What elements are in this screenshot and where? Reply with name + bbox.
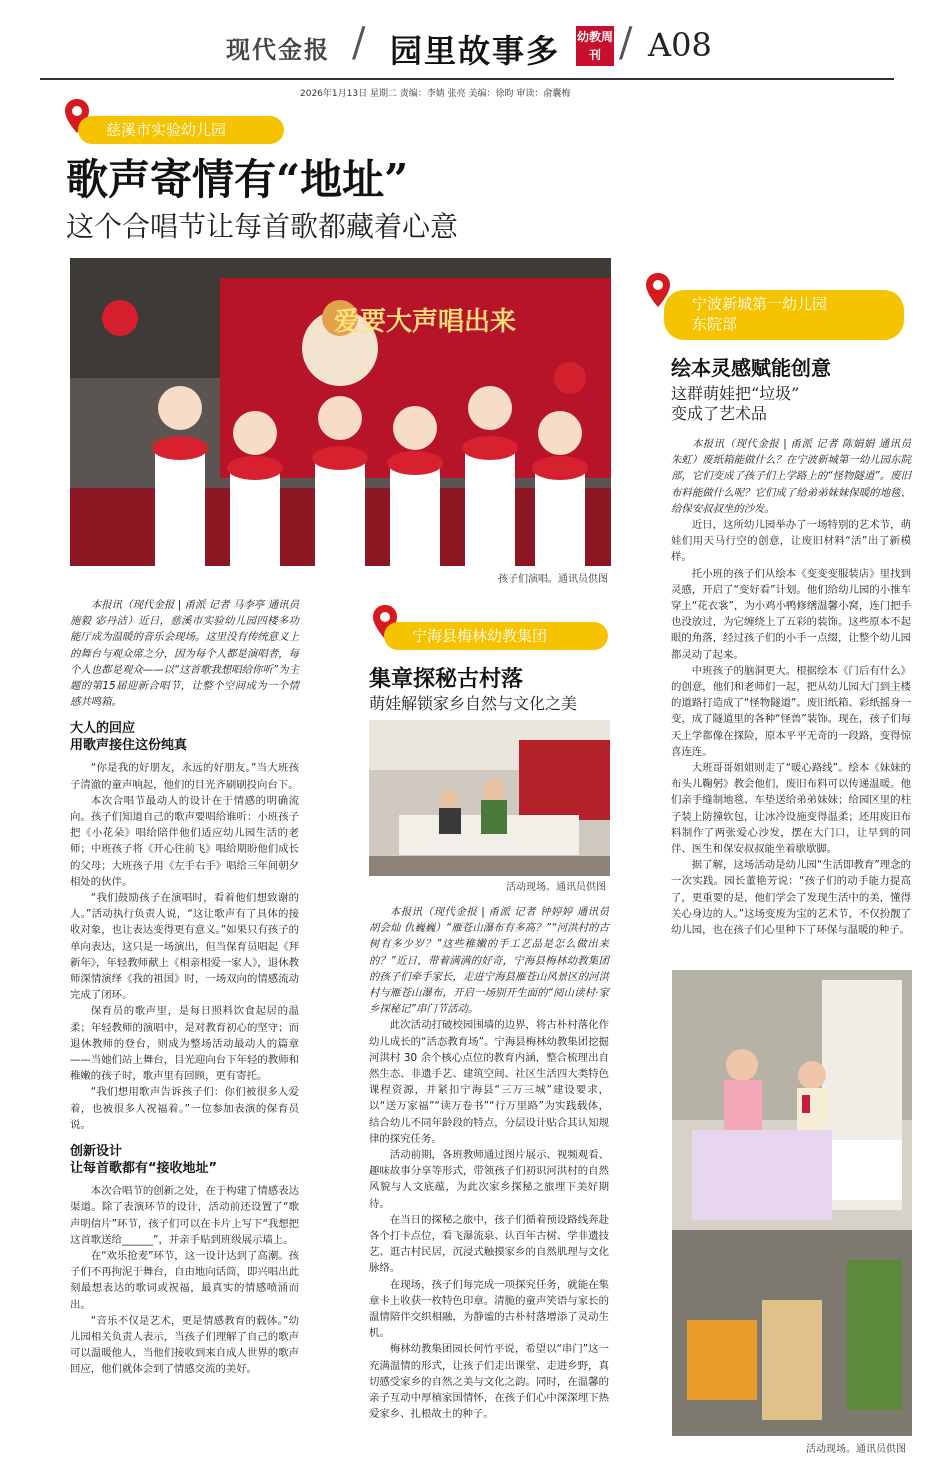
village-activity-image bbox=[369, 720, 610, 876]
story3-paragraph: 据了解，这场活动是幼儿园“生活即教育”理念的一次实践。园长董艳芳说：“孩子们的动手能力提高了，更重要的是，他们学会了发现生活中的美，懂得关心身边的人。”这场变废为宝的艺术节，不仅扮靓了幼儿园，也在孩子们心里种下了环保与温暖的种子。 bbox=[671, 859, 911, 937]
story2-paragraph: 此次活动打破校园围墙的边界，将古朴村落化作幼儿成长的“活态教育场”。宁海县梅林幼教集团挖掘河洪村 30 余个核心点位的教育内涵，整合梳理出自然生态、非遗手艺、建筑空间、社区生活四大类特色课程资源，并紧扣宁海县“三万三城”建设要求，以“送万家福”“读万卷书”“行万里路”为实践载体，结合幼儿不同年龄段的特点，分层设计贴合其认知规律的探究任务。 bbox=[369, 1019, 609, 1145]
story1-paragraph: 本次合唱节最动人的设计在于情感的明确流向。孩子们知道自己的歌声要唱给谁听：小班孩子把《小花朵》唱给陪伴他们适应幼儿园生活的老师；中班孩子将《开心往前飞》唱给期盼他们成长的父母；大班孩子用《左手右手》唱给三年间朝夕相处的伙伴。 bbox=[70, 794, 299, 888]
story2-caption: 活动现场。通讯员供图 bbox=[506, 882, 606, 893]
story2-lead: 本报讯（现代金报 | 甬派 记者 钟婷婷 通讯员 胡会灿 仇巍巍）“雁苍山瀑布有多高？”“河洪村的古树有多少岁？”这些稚嫩的手工艺品是怎么做出来的？”近日，带着满满的好奇，宁海县梅林幼教集团的孩子们牵手家长，走进宁海县雁苍山风景区的河洪村与雁苍山瀑布，开启一场别开生面的“阅山读村·家乡探秘记”串门节活动。 bbox=[369, 906, 609, 1016]
story2-tag: 宁海县梅林幼教集团 bbox=[384, 622, 608, 650]
story1-photo bbox=[70, 258, 611, 566]
story2-headline: 集章探秘古村落 bbox=[369, 666, 524, 692]
story1-section2-title: 创新设计 让每首歌都有“接收地址” bbox=[70, 1144, 218, 1177]
story2-paragraph: 梅林幼教集团园长何竹平说，希望以“串门”这一充满温情的形式，让孩子们走出课堂、走进乡野，真切感受家乡的自然之美与文化之韵。同时，在温馨的亲子互动中厚植家国情怀，在孩子们心中深深埋下热爱家乡、扎根故土的种子。 bbox=[369, 1343, 609, 1421]
story3-subhead: 这群萌娃把“垃圾” 变成了艺术品 bbox=[671, 384, 800, 423]
photo-banner-text: 爱要大声唱出来 bbox=[333, 307, 517, 337]
masthead-rule bbox=[40, 78, 894, 80]
story2-photo bbox=[369, 720, 610, 876]
story2-body bbox=[369, 904, 609, 1423]
story2-paragraph: 在现场，孩子们每完成一项探究任务，就能在集章卡上收获一枚特色印章。清脆的童声笑语与家长的温情陪伴交织相融，为静谧的古朴村落增添了灵动生机。 bbox=[369, 1278, 609, 1340]
story3-body bbox=[671, 436, 911, 938]
masthead-divider-2: / bbox=[619, 20, 633, 66]
story1-paragraph: 本次合唱节的创新之处，在于构建了情感表达渠道。除了表演环节的设计，活动前还设置了“歌声明信片”环节，孩子们可以在卡片上写下“我想把这首歌送给______”，并亲手贴到班级展示墙上。 bbox=[70, 1185, 299, 1246]
story1-tag: 慈溪市实验幼儿园 bbox=[78, 116, 284, 144]
story2-paragraph: 活动前期，各班教师通过图片展示、视频观看、趣味故事分享等形式，带领孩子们初识河洪村的自然风貌与人文底蕴，为此次家乡探秘之旅埋下美好期待。 bbox=[369, 1149, 609, 1210]
story1-caption: 孩子们演唱。通讯员供图 bbox=[498, 574, 608, 585]
story3-tag: 宁波新城第一幼儿园 东院部 bbox=[664, 290, 904, 340]
page-number: A08 bbox=[648, 26, 712, 64]
story1-paragraph: “你是我的好朋友，永远的好朋友。”当大班孩子清澈的童声响起，他们的目光齐刷刷投向台下。 bbox=[70, 762, 299, 791]
story3-caption: 活动现场。通讯员供图 bbox=[806, 1444, 906, 1455]
masthead-divider: / bbox=[352, 20, 366, 66]
story3-paragraph: 托小班的孩子们从绘本《变变变服装店》里找到灵感，开启了“变好看”计划。他们给幼儿园的小推车穿上“花衣裳”，为小鸡小鸭修缮温馨小窝，连门把手也没放过，为它缠绕上了五彩的装饰。这些原本不起眼的角落，经过孩子们的小手一点缀，让整个幼儿园都灵动了起来。 bbox=[671, 567, 911, 661]
story1-paragraph: “音乐不仅是艺术，更是情感教育的载体。”幼儿园相关负责人表示，当孩子们理解了自己的歌声可以温暖他人，当他们接收到来自成人世界的歌声回应，他们就体会到了情感交流的美好。 bbox=[70, 1314, 299, 1376]
choir-performance-image bbox=[70, 258, 611, 566]
story2-subhead: 萌娃解锁家乡自然与文化之美 bbox=[369, 694, 578, 713]
story1-subhead: 这个合唱节让每首歌都藏着心意 bbox=[66, 210, 459, 243]
masthead-brand: 现代金报 bbox=[226, 35, 330, 64]
masthead-badge: 幼教周刊 bbox=[576, 26, 614, 66]
story1-paragraph: 在“欢乐抢麦”环节，这一设计达到了高潮。孩子们不再拘泥于舞台，自由地向话筒，即兴唱出此刻最想表达的歌词或祝福，最真实的情感喷涌而出。 bbox=[70, 1249, 299, 1311]
story3-paragraph: 近日，这所幼儿园举办了一场特别的艺术节，萌娃们用天马行空的创意，让废旧材料“活”出了新模样。 bbox=[671, 519, 911, 564]
story3-paragraph: 大班哥哥姐姐则走了“暖心路线”。绘本《妹妹的布头儿鞠躬》教会他们，废旧布料可以传递温暖。他们亲手缝制地毯、车垫送给弟弟妹妹；给园区里的柱子装上防撞软包，让冰冷设施变得温柔；还用废旧布料制作了两张爱心沙发，摆在大门口，让早到的同伴、医生和保安叔叔能坐着歇歇脚。 bbox=[671, 762, 911, 856]
story1-body bbox=[70, 597, 299, 1378]
story1-headline: 歌声寄情有“地址” bbox=[66, 155, 409, 204]
story1-paragraph: “我们想用歌声告诉孩子们：你们被很多人爱着，也被很多人祝福着。”一位参加表演的保育员说。 bbox=[70, 1086, 299, 1131]
art-festival-image bbox=[672, 970, 912, 1436]
story1-paragraph: “我们鼓励孩子在演唱时，看着他们想致谢的人。”活动执行负责人说，“这让歌声有了具体的接收对象，也让表达变得更有意义。”如果只有孩子的单向表达，这只是一场演出，但当保育员唱起《拜新年》，年轻教师献上《相亲相爱一家人》，退休教师深情演绎《我的祖国》时，一场双向的情感流动完成了闭环。 bbox=[70, 892, 299, 1002]
dateline: 2026年1月13日 星期二 责编：李婧 张亮 美编：徐昀 审读：俞囊梅 bbox=[300, 89, 571, 99]
story3-photo bbox=[672, 970, 912, 1436]
story3-headline: 绘本灵感赋能创意 bbox=[671, 356, 831, 380]
story2-paragraph: 在当日的探秘之旅中，孩子们循着预设路线奔赴各个打卡点位，看飞瀑流泉、认百年古树、学非遗技艺、逛古村民居，沉浸式触摸家乡的自然肌理与文化脉络。 bbox=[369, 1213, 609, 1275]
story3-paragraph: 中班孩子的脑洞更大。根据绘本《门后有什么》的创意，他们和老师们一起，把从幼儿园大门到主楼的道路打造成了“怪物隧道”。废旧纸箱、彩纸摇身一变，成了隧道里的各种“怪兽”装饰。现在，孩子们每天上学都像在探险，原本平平无奇的一段路，变得惊喜连连。 bbox=[671, 664, 911, 758]
story3-lead: 本报讯（现代金报 | 甬派 记者 陈娟娟 通讯员 朱虹）废纸箱能做什么？在宁波新城第一幼儿园东院部，它们变成了孩子们上学路上的“怪物隧道”。废旧布料能做什么呢？它们成了给弟弟妹妹保暖的地毯、给保安叔叔坐的沙发。 bbox=[671, 438, 911, 515]
story1-paragraph: 保育员的歌声里，是每日照料饮食起居的温柔；年轻教师的演唱中，是对教育初心的坚守；而退休教师的登台，则成为整场活动最动人的篇章——当她们站上舞台，目光迎向台下年轻的教师和稚嫩的孩子时，歌声里有回顾，更有寄托。 bbox=[70, 1005, 299, 1083]
story1-lead: 本报讯（现代金报 | 甬派 记者 马李亭 通讯员 施毅 宓丹洁）近日，慈溪市实验幼儿园四楼多功能厅成为温暖的音乐会现场。这里没有传统意义上的舞台与观众席之分，因为每个人都是演唱者，每个人也都是观众——以“这首歌我想唱给你听”为主题的第15届迎新合唱节，让整个空间成为一个情感共鸣箱。 bbox=[70, 599, 299, 709]
masthead-section-title: 园里故事多 bbox=[390, 32, 561, 70]
story1-section1-title: 大人的回应 用歌声接住这份纯真 bbox=[70, 721, 188, 754]
